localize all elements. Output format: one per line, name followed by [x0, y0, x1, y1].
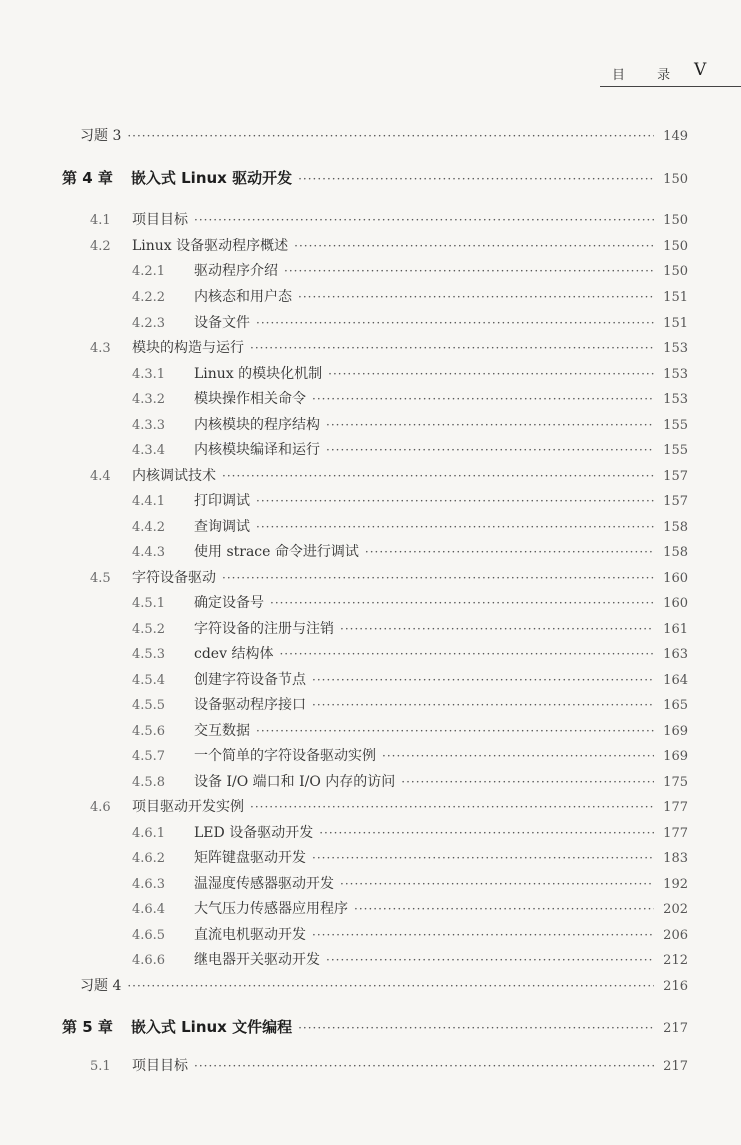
toc-entry [0, 388, 688, 410]
toc-entry [0, 516, 688, 538]
dot-leader [222, 469, 654, 483]
toc-entry-page: 206 [663, 928, 688, 943]
toc-entry [0, 592, 688, 614]
dot-leader [256, 724, 654, 738]
toc-entry-page: 155 [663, 443, 688, 458]
toc-entry-page: 217 [663, 1021, 688, 1036]
toc-entry-number: 4.3 [90, 341, 111, 356]
toc-entry-label: LED 设备驱动开发 [194, 825, 314, 841]
toc-entry-page: 153 [663, 367, 688, 382]
toc-entry [0, 286, 688, 308]
toc-entry-page: 149 [663, 129, 688, 144]
toc-entry [0, 745, 688, 767]
toc-entry-page: 150 [663, 264, 688, 279]
toc-entry-page: 164 [663, 673, 688, 688]
toc-entry-label: 内核调试技术 [132, 468, 216, 484]
toc-entry-label: 项目驱动开发实例 [132, 799, 244, 815]
toc-entry [0, 669, 688, 691]
toc-entry-label: 驱动程序介绍 [194, 263, 278, 279]
toc-entry-number: 4.5.5 [132, 698, 166, 713]
dot-leader [256, 316, 654, 330]
toc-entry-label: 习题 3 [80, 128, 122, 144]
dot-leader [194, 1059, 654, 1073]
toc-entry-number: 4.5.2 [132, 622, 166, 637]
header-page-number: V [694, 60, 707, 80]
toc-entry [0, 125, 688, 147]
toc-entry-number: 4.2.3 [132, 316, 166, 331]
toc-entry-page: 150 [663, 172, 688, 187]
toc-entry-number: 4.5.3 [132, 647, 166, 662]
dot-leader [294, 239, 654, 253]
toc-entry-page: 169 [663, 749, 688, 764]
toc-entry-label: 大气压力传感器应用程序 [194, 901, 348, 917]
toc-entry-page: 183 [663, 851, 688, 866]
dot-leader [326, 953, 654, 967]
toc-entry [0, 796, 688, 818]
toc-entry-number: 4.5.1 [132, 596, 166, 611]
dot-leader [312, 673, 654, 687]
dot-leader [279, 647, 654, 661]
toc-entry [0, 414, 688, 436]
dot-leader [298, 172, 654, 186]
toc-entry [0, 567, 688, 589]
toc-entry-page: 155 [663, 418, 688, 433]
dot-leader [194, 213, 654, 227]
toc-entry-page: 165 [663, 698, 688, 713]
dot-leader [312, 928, 654, 942]
toc-entry-page: 153 [663, 392, 688, 407]
dot-leader [319, 826, 654, 840]
dot-leader [250, 341, 654, 355]
dot-leader [127, 979, 654, 993]
toc-entry-number: 4.3.3 [132, 418, 166, 433]
dot-leader [312, 698, 654, 712]
toc-entry-page: 158 [663, 545, 688, 560]
toc-entry-number: 4.6.1 [132, 826, 166, 841]
dot-leader [365, 545, 654, 559]
toc-entry-page: 177 [663, 826, 688, 841]
toc-entry-label: 温湿度传感器驱动开发 [194, 876, 334, 892]
toc-entry [0, 209, 688, 231]
toc-entry [0, 643, 688, 665]
toc-entry [0, 541, 688, 563]
toc-entry-label: 嵌入式 Linux 文件编程 [130, 1018, 293, 1036]
dot-leader [340, 622, 654, 636]
dot-leader [340, 877, 654, 891]
toc-entry-label: 内核态和用户态 [194, 289, 292, 305]
toc-entry-label: 继电器开关驱动开发 [194, 952, 320, 968]
toc-entry-label: 确定设备号 [194, 595, 264, 611]
toc-entry [0, 898, 688, 920]
toc-entry-label: 字符设备的注册与注销 [194, 621, 334, 637]
toc-entry-number: 4.2 [90, 239, 111, 254]
toc-entry-page: 216 [663, 979, 688, 994]
toc-entry-page: 153 [663, 341, 688, 356]
toc-entry-label: 项目目标 [132, 212, 188, 228]
toc-entry-number: 4.4.3 [132, 545, 166, 560]
toc-entry-number: 第 5 章 [62, 1018, 113, 1036]
dot-leader [382, 749, 654, 763]
toc-entry-number: 5.1 [90, 1059, 111, 1074]
toc-entry-page: 169 [663, 724, 688, 739]
toc-entry-number: 4.6.6 [132, 953, 166, 968]
toc-entry-page: 160 [663, 596, 688, 611]
toc-entry-number: 4.3.1 [132, 367, 166, 382]
toc-entry-number: 4.5.7 [132, 749, 166, 764]
toc-entry [0, 873, 688, 895]
toc-entry [0, 924, 688, 946]
toc-entry-number: 4.3.4 [132, 443, 166, 458]
toc-entry-number: 4.5 [90, 571, 111, 586]
toc-entry-label: 一个简单的字符设备驱动实例 [194, 748, 376, 764]
header-title: 目 录 [612, 68, 685, 83]
toc-entry-number: 4.5.4 [132, 673, 166, 688]
toc-entry-page: 177 [663, 800, 688, 815]
toc-entry [0, 1055, 688, 1077]
toc-entry-label: 打印调试 [194, 493, 250, 509]
toc-entry-label: 查询调试 [194, 519, 250, 535]
toc-entry-number: 4.4.2 [132, 520, 166, 535]
toc-entry-label: 内核模块编译和运行 [194, 442, 320, 458]
toc-entry-page: 151 [663, 290, 688, 305]
toc-chapter [0, 167, 688, 189]
toc-entry [0, 618, 688, 640]
toc-entry-label: 创建字符设备节点 [194, 672, 306, 688]
toc-entry [0, 771, 688, 793]
toc-entry-number: 4.6.2 [132, 851, 166, 866]
toc-entry [0, 847, 688, 869]
toc-entry-label: 矩阵键盘驱动开发 [194, 850, 306, 866]
toc-entry-page: 150 [663, 239, 688, 254]
toc-chapter [0, 1016, 688, 1038]
dot-leader [312, 392, 654, 406]
dot-leader [127, 129, 654, 143]
toc-entry-label: Linux 设备驱动程序概述 [132, 238, 289, 254]
toc-entry [0, 975, 688, 997]
toc-entry [0, 312, 688, 334]
dot-leader [284, 264, 654, 278]
dot-leader [222, 571, 654, 585]
toc-entry-label: 设备文件 [194, 315, 250, 331]
toc-entry-number: 4.5.8 [132, 775, 166, 790]
toc-entry [0, 465, 688, 487]
toc-entry-label: 直流电机驱动开发 [194, 927, 306, 943]
dot-leader [401, 775, 654, 789]
toc-entry-label: 模块的构造与运行 [132, 340, 244, 356]
toc-entry-number: 4.4.1 [132, 494, 166, 509]
dot-leader [256, 520, 654, 534]
toc-entry-label: 项目目标 [132, 1058, 188, 1074]
toc-entry-number: 4.1 [90, 213, 111, 228]
toc-entry [0, 363, 688, 385]
toc-entry-label: 交互数据 [194, 723, 250, 739]
toc-entry-label: 设备驱动程序接口 [194, 697, 306, 713]
toc-entry-label: 习题 4 [80, 978, 122, 994]
toc-entry-label: 设备 I/O 端口和 I/O 内存的访问 [194, 774, 396, 790]
toc-entry [0, 822, 688, 844]
dot-leader [250, 800, 654, 814]
toc-entry-number: 4.6.5 [132, 928, 166, 943]
toc-entry-page: 150 [663, 213, 688, 228]
dot-leader [298, 1021, 654, 1035]
dot-leader [312, 851, 654, 865]
toc-entry-page: 163 [663, 647, 688, 662]
toc-entry-page: 161 [663, 622, 688, 637]
toc-entry-number: 4.2.1 [132, 264, 166, 279]
dot-leader [298, 290, 654, 304]
toc-entry [0, 720, 688, 742]
toc-entry-label: 内核模块的程序结构 [194, 417, 320, 433]
toc-entry [0, 490, 688, 512]
toc-entry-page: 202 [663, 902, 688, 917]
toc-entry-page: 160 [663, 571, 688, 586]
dot-leader [326, 443, 654, 457]
toc-entry [0, 694, 688, 716]
toc-entry-page: 158 [663, 520, 688, 535]
toc-entry-label: Linux 的模块化机制 [194, 366, 323, 382]
dot-leader [354, 902, 654, 916]
toc-entry-page: 217 [663, 1059, 688, 1074]
dot-leader [270, 596, 654, 610]
toc-entry [0, 439, 688, 461]
toc-entry [0, 260, 688, 282]
toc-entry-page: 192 [663, 877, 688, 892]
toc-entry-label: 使用 strace 命令进行调试 [194, 544, 359, 560]
toc-entry-page: 212 [663, 953, 688, 968]
toc-entry-number: 4.6.4 [132, 902, 166, 917]
toc-entry-number: 4.3.2 [132, 392, 166, 407]
toc-entry [0, 949, 688, 971]
toc-entry [0, 235, 688, 257]
toc-entry-label: 嵌入式 Linux 驱动开发 [130, 169, 293, 187]
toc-entry-page: 151 [663, 316, 688, 331]
toc-entry-number: 4.4 [90, 469, 111, 484]
toc-entry-number: 4.5.6 [132, 724, 166, 739]
toc-entry [0, 337, 688, 359]
dot-leader [256, 494, 654, 508]
toc-entry-label: 字符设备驱动 [132, 570, 216, 586]
toc-entry-label: 模块操作相关命令 [194, 391, 306, 407]
dot-leader [328, 367, 654, 381]
toc-entry-number: 第 4 章 [62, 169, 113, 187]
toc-entry-page: 157 [663, 494, 688, 509]
toc-entry-page: 157 [663, 469, 688, 484]
toc-entry-number: 4.6.3 [132, 877, 166, 892]
dot-leader [326, 418, 654, 432]
toc-entry-number: 4.2.2 [132, 290, 166, 305]
toc-entry-number: 4.6 [90, 800, 111, 815]
toc-entry-page: 175 [663, 775, 688, 790]
toc-entry-label: cdev 结构体 [194, 646, 274, 662]
